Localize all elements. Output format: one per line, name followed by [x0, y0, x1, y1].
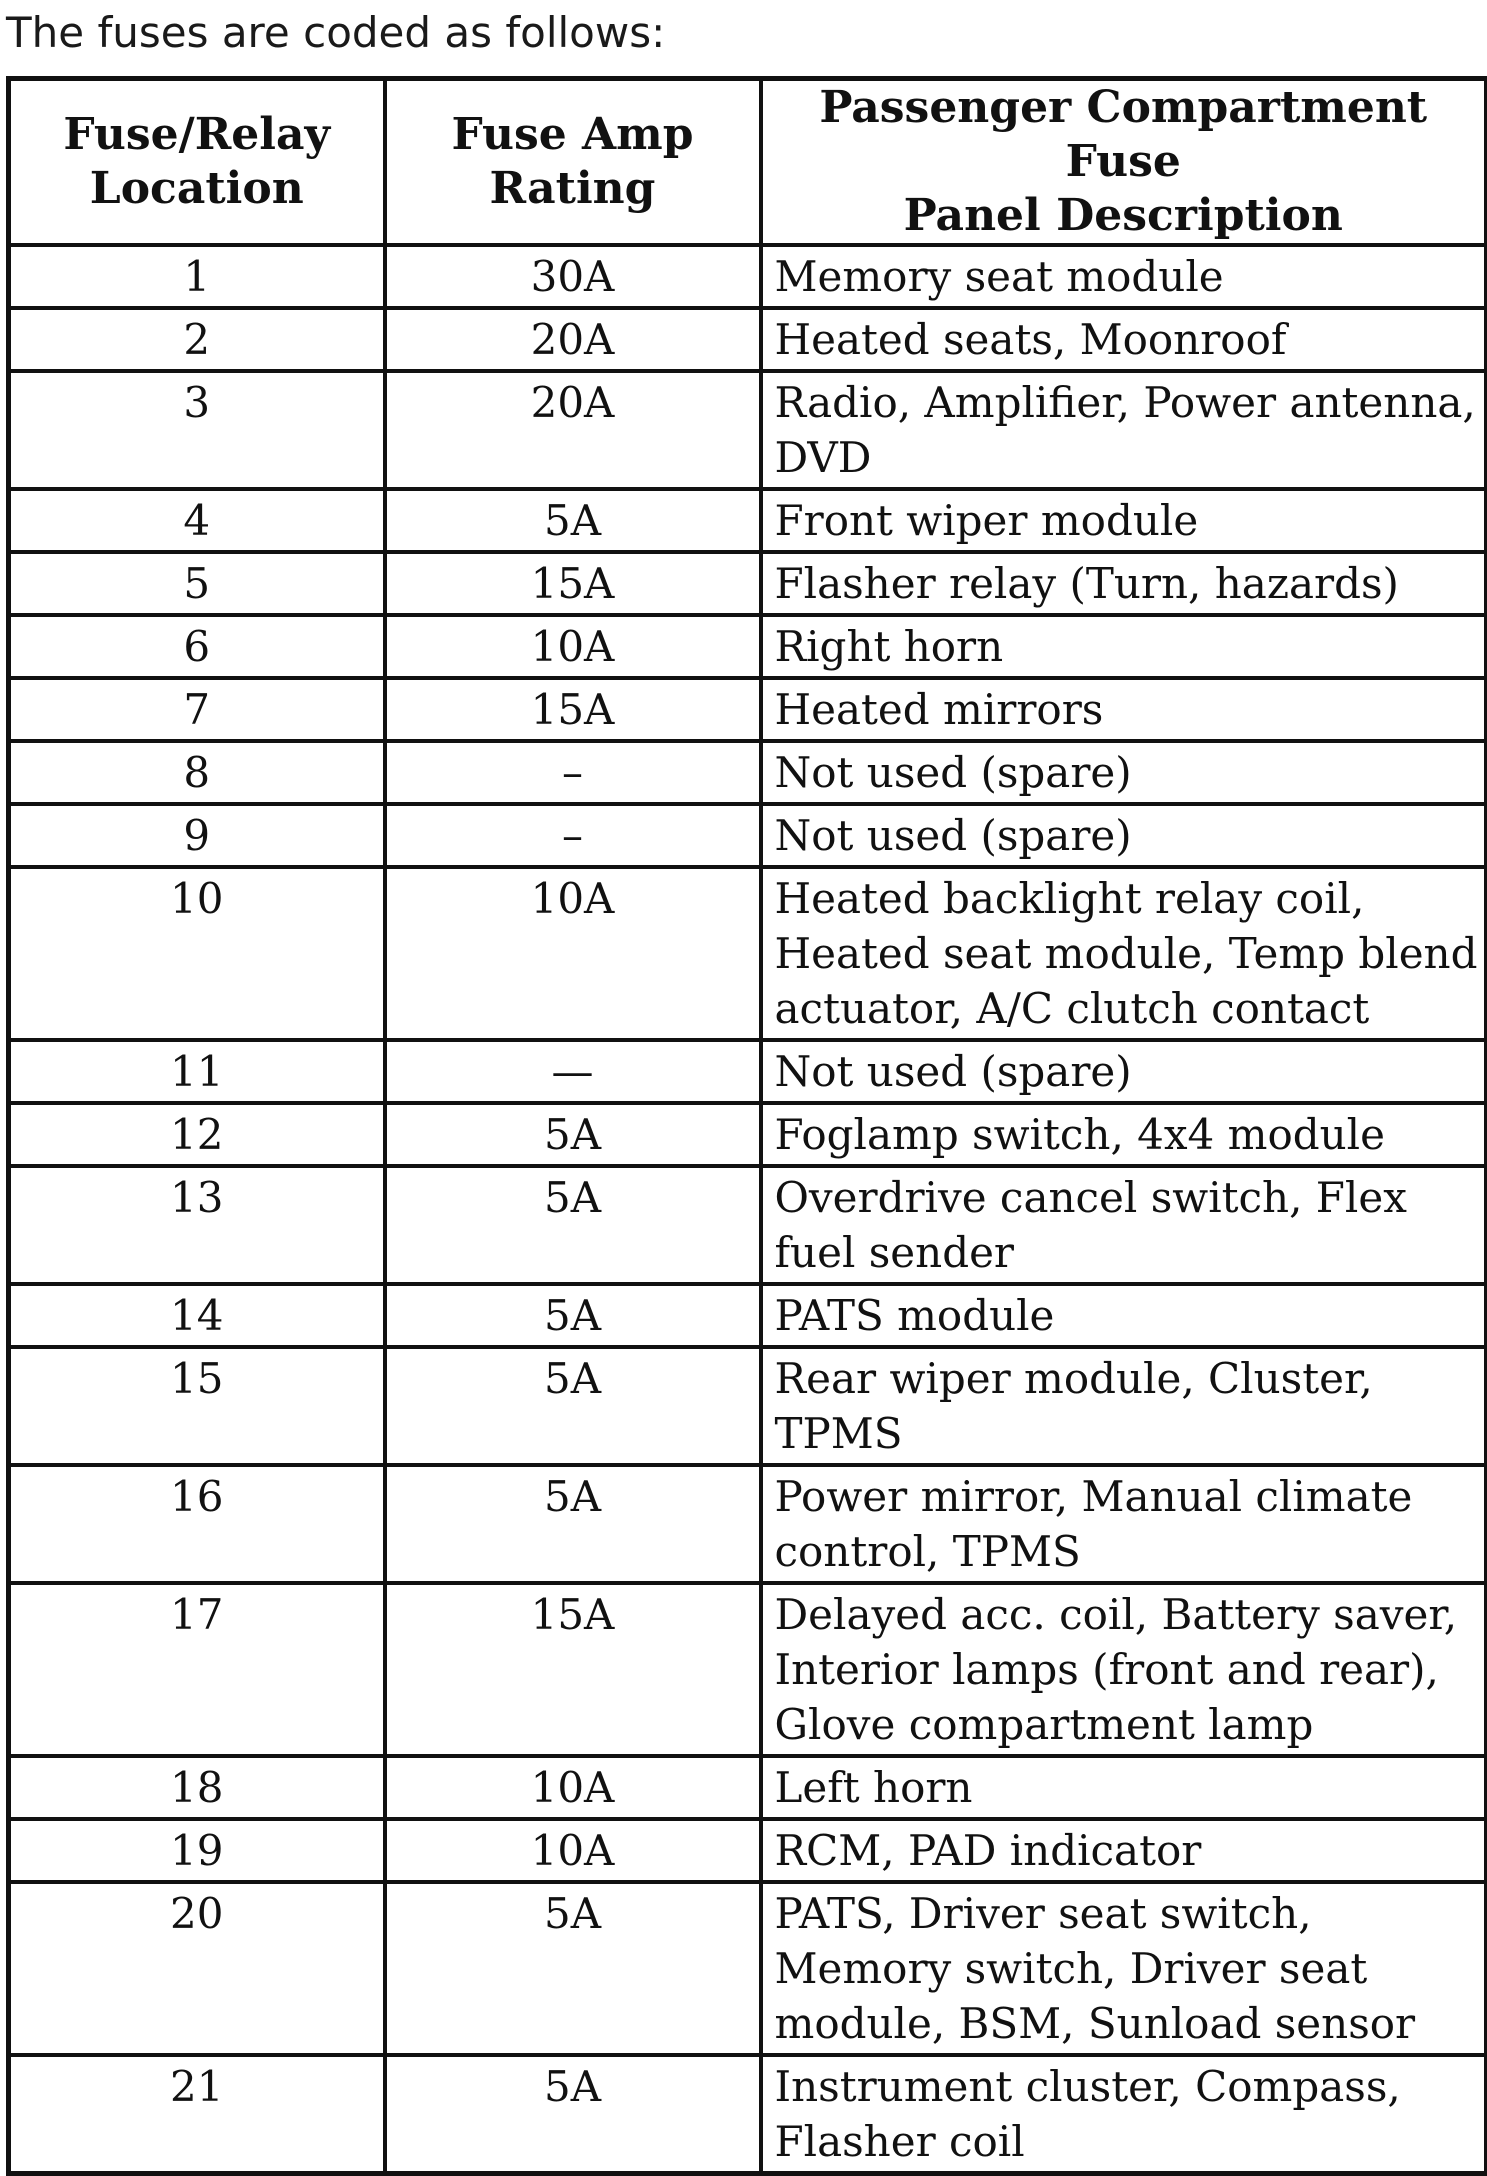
fuse-location-cell-text: 5 [183, 559, 211, 608]
fuse-description-cell [761, 867, 1487, 1040]
fuse-rating-cell-text: 10A [530, 622, 615, 671]
fuse-location-cell [9, 1465, 385, 1583]
fuse-location-cell-text: 7 [183, 685, 211, 734]
fuse-description-cell [761, 741, 1487, 804]
fuse-rating-cell [385, 1166, 761, 1284]
fuse-location-cell [9, 678, 385, 741]
fuse-description-cell-text: Heated backlight relay coil, Heated seat module, Temp blend actuator, A/C clutch contact [774, 874, 1478, 1033]
fuse-location-cell-text: 19 [170, 1826, 224, 1875]
fuse-description-cell-text: Not used (spare) [774, 748, 1132, 797]
fuse-description-cell-text: Not used (spare) [774, 811, 1132, 860]
fuse-location-cell-text: 11 [170, 1047, 224, 1096]
fuse-rating-cell-text: — [551, 1047, 594, 1096]
fuse-description-cell-text: Overdrive cancel switch, Flex fuel sender [774, 1173, 1407, 1277]
table-row [9, 678, 1487, 741]
fuse-location-cell [9, 1756, 385, 1819]
fuse-description-cell [761, 1166, 1487, 1284]
fuse-location-cell [9, 1040, 385, 1103]
fuse-rating-cell [385, 1882, 761, 2055]
header-location-line2: Location [89, 163, 304, 214]
fuse-rating-cell [385, 1583, 761, 1756]
fuse-description-cell [761, 2055, 1487, 2174]
fuse-description-cell [761, 1756, 1487, 1819]
fuse-description-cell-text: Memory seat module [774, 252, 1224, 301]
fuse-location-cell [9, 1583, 385, 1756]
fuse-location-cell-text: 8 [183, 748, 211, 797]
fuse-location-cell-text: 20 [170, 1889, 224, 1938]
table-row [9, 804, 1487, 867]
fuse-rating-cell-text: 5A [543, 1173, 602, 1222]
fuse-description-cell-text: Foglamp switch, 4x4 module [774, 1110, 1385, 1159]
table-row [9, 1166, 1487, 1284]
fuse-table [6, 76, 1487, 2176]
fuse-rating-cell [385, 308, 761, 371]
fuse-rating-cell [385, 1103, 761, 1166]
fuse-description-cell [761, 371, 1487, 489]
fuse-rating-cell-text: 5A [543, 1110, 602, 1159]
fuse-description-cell [761, 678, 1487, 741]
header-description [761, 79, 1487, 246]
table-row [9, 245, 1487, 308]
fuse-description-cell-text: Right horn [774, 622, 1004, 671]
fuse-location-cell-text: 15 [170, 1354, 224, 1403]
intro-text: The fuses are coded as follows: [6, 8, 666, 57]
fuse-location-cell [9, 1347, 385, 1465]
fuse-location-cell-text: 4 [183, 496, 211, 545]
fuse-description-cell-text: Flasher relay (Turn, hazards) [774, 559, 1399, 608]
fuse-description-cell [761, 1583, 1487, 1756]
fuse-rating-cell-text: 10A [530, 1826, 615, 1875]
table-row [9, 1882, 1487, 2055]
table-row [9, 867, 1487, 1040]
fuse-location-cell [9, 804, 385, 867]
fuse-location-cell [9, 867, 385, 1040]
fuse-rating-cell-text: – [562, 811, 583, 860]
fuse-rating-cell [385, 867, 761, 1040]
fuse-rating-cell [385, 678, 761, 741]
fuse-description-cell [761, 1819, 1487, 1882]
table-row [9, 308, 1487, 371]
fuse-table-header [9, 79, 1487, 246]
fuse-description-cell-text: Front wiper module [774, 496, 1199, 545]
header-rating [385, 79, 761, 246]
table-row [9, 1103, 1487, 1166]
fuse-location-cell-text: 3 [183, 378, 211, 427]
fuse-description-cell [761, 1347, 1487, 1465]
fuse-description-cell-text: PATS, Driver seat switch, Memory switch, Driver seat module, BSM, Sunload sensor [774, 1889, 1416, 2048]
fuse-description-cell-text: RCM, PAD indicator [774, 1826, 1202, 1875]
fuse-location-cell [9, 741, 385, 804]
fuse-rating-cell-text: 15A [530, 1590, 615, 1639]
fuse-location-cell-text: 18 [170, 1763, 224, 1812]
fuse-rating-cell-text: 20A [530, 315, 615, 364]
fuse-rating-cell-text: 10A [530, 1763, 615, 1812]
header-location [9, 79, 385, 246]
fuse-location-cell-text: 12 [170, 1110, 224, 1159]
header-row [9, 79, 1487, 246]
fuse-description-cell [761, 1465, 1487, 1583]
fuse-rating-cell-text: 5A [543, 1354, 602, 1403]
fuse-rating-cell [385, 552, 761, 615]
table-row [9, 1583, 1487, 1756]
header-location-line1: Fuse/Relay [63, 109, 331, 160]
fuse-location-cell-text: 10 [170, 874, 224, 923]
fuse-location-cell-text: 6 [183, 622, 211, 671]
table-row [9, 1819, 1487, 1882]
fuse-rating-cell-text: 30A [530, 252, 615, 301]
fuse-description-cell [761, 1040, 1487, 1103]
header-description-line2: Panel Description [903, 190, 1343, 241]
fuse-rating-cell-text: – [562, 748, 583, 797]
fuse-rating-cell [385, 489, 761, 552]
fuse-description-cell-text: Radio, Amplifier, Power antenna, DVD [774, 378, 1476, 482]
fuse-location-cell [9, 489, 385, 552]
fuse-rating-cell-text: 5A [543, 2062, 602, 2111]
fuse-location-cell [9, 308, 385, 371]
fuse-rating-cell-text: 5A [543, 1291, 602, 1340]
fuse-description-cell-text: Not used (spare) [774, 1047, 1132, 1096]
fuse-rating-cell [385, 1756, 761, 1819]
table-row [9, 1040, 1487, 1103]
fuse-rating-cell-text: 20A [530, 378, 615, 427]
fuse-location-cell-text: 16 [170, 1472, 224, 1521]
header-rating-line1: Fuse Amp [451, 109, 694, 160]
table-row [9, 552, 1487, 615]
table-row [9, 1347, 1487, 1465]
fuse-location-cell [9, 371, 385, 489]
table-row [9, 1465, 1487, 1583]
fuse-location-cell [9, 615, 385, 678]
fuse-rating-cell [385, 1040, 761, 1103]
fuse-rating-cell-text: 10A [530, 874, 615, 923]
fuse-rating-cell-text: 15A [530, 685, 615, 734]
fuse-rating-cell [385, 1465, 761, 1583]
fuse-description-cell [761, 1284, 1487, 1347]
fuse-location-cell-text: 17 [170, 1590, 224, 1639]
fuse-description-cell [761, 1882, 1487, 2055]
fuse-description-cell-text: Power mirror, Manual climate control, TPMS [774, 1472, 1413, 1576]
fuse-location-cell [9, 552, 385, 615]
fuse-rating-cell [385, 615, 761, 678]
table-row [9, 1284, 1487, 1347]
fuse-description-cell-text: Delayed acc. coil, Battery saver, Interior lamps (front and rear), Glove compartment lamp [774, 1590, 1458, 1749]
fuse-description-cell [761, 615, 1487, 678]
fuse-rating-cell [385, 1284, 761, 1347]
table-row [9, 2055, 1487, 2174]
fuse-rating-cell-text: 5A [543, 496, 602, 545]
fuse-description-cell-text: Instrument cluster, Compass, Flasher coil [774, 2062, 1401, 2166]
fuse-rating-cell [385, 2055, 761, 2174]
fuse-rating-cell-text: 5A [543, 1472, 602, 1521]
fuse-description-cell-text: Heated seats, Moonroof [774, 315, 1287, 364]
fuse-description-cell [761, 308, 1487, 371]
fuse-rating-cell [385, 804, 761, 867]
fuse-location-cell [9, 1819, 385, 1882]
fuse-location-cell-text: 2 [183, 315, 211, 364]
fuse-location-cell [9, 245, 385, 308]
table-row [9, 489, 1487, 552]
fuse-location-cell-text: 1 [183, 252, 211, 301]
fuse-rating-cell [385, 741, 761, 804]
table-row [9, 1756, 1487, 1819]
fuse-rating-cell [385, 371, 761, 489]
fuse-location-cell-text: 9 [183, 811, 211, 860]
fuse-description-cell-text: PATS module [774, 1291, 1055, 1340]
fuse-location-cell [9, 1882, 385, 2055]
fuse-location-cell-text: 21 [170, 2062, 224, 2111]
fuse-location-cell-text: 13 [170, 1173, 224, 1222]
fuse-location-cell [9, 1103, 385, 1166]
fuse-description-cell-text: Rear wiper module, Cluster, TPMS [774, 1354, 1373, 1458]
fuse-description-cell-text: Heated mirrors [774, 685, 1104, 734]
fuse-location-cell [9, 2055, 385, 2174]
header-rating-line2: Rating [489, 163, 656, 214]
fuse-description-cell-text: Left horn [774, 1763, 973, 1812]
header-description-line1: Passenger Compartment Fuse [819, 82, 1428, 187]
fuse-rating-cell [385, 1347, 761, 1465]
fuse-description-cell [761, 1103, 1487, 1166]
fuse-description-cell [761, 245, 1487, 308]
table-row [9, 615, 1487, 678]
fuse-rating-cell-text: 5A [543, 1889, 602, 1938]
table-row [9, 741, 1487, 804]
fuse-rating-cell [385, 1819, 761, 1882]
fuse-description-cell [761, 489, 1487, 552]
fuse-table-body [9, 245, 1487, 2174]
fuse-description-cell [761, 804, 1487, 867]
fuse-description-cell [761, 552, 1487, 615]
fuse-location-cell-text: 14 [170, 1291, 224, 1340]
fuse-rating-cell [385, 245, 761, 308]
fuse-location-cell [9, 1166, 385, 1284]
fuse-rating-cell-text: 15A [530, 559, 615, 608]
fuse-location-cell [9, 1284, 385, 1347]
table-row [9, 371, 1487, 489]
